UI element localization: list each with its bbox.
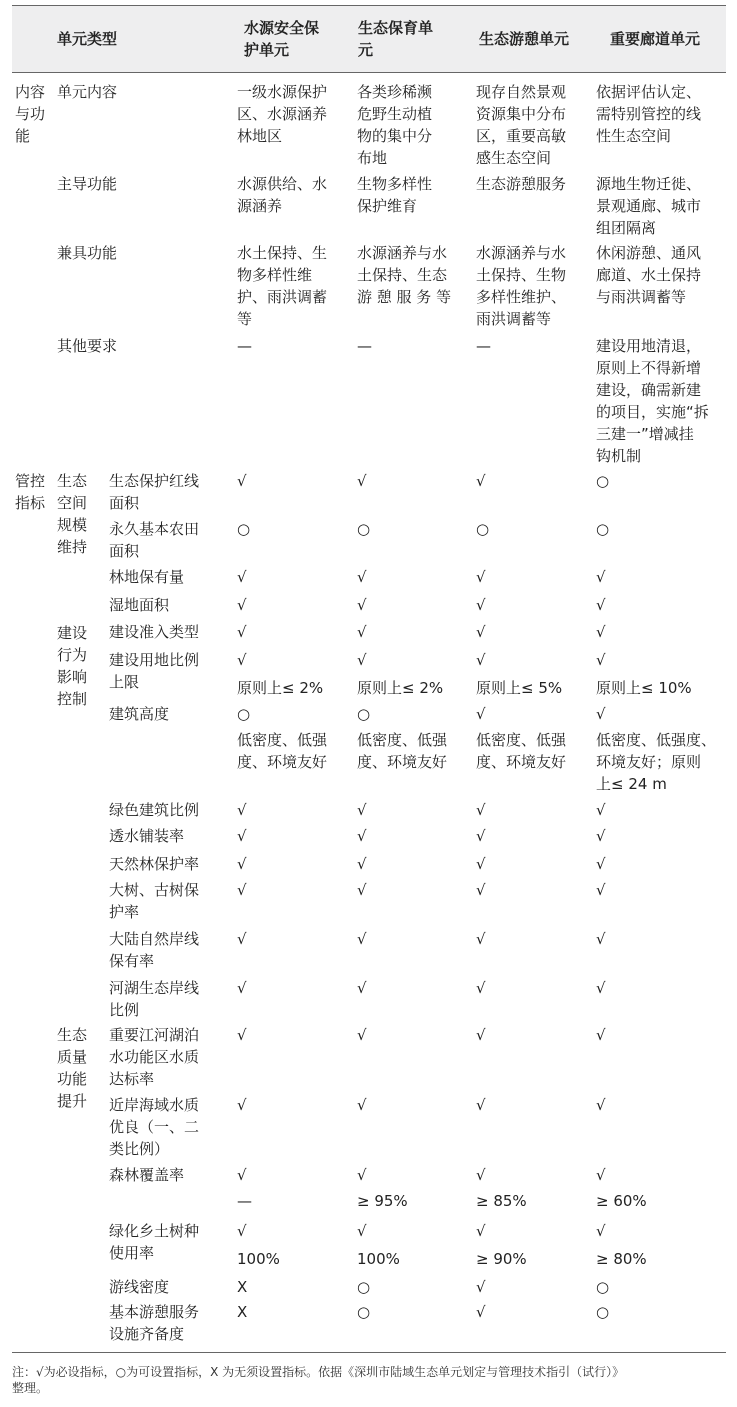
- indicator-value: 原则上≤ 10%: [596, 679, 692, 697]
- section-content-function: 内容: [15, 83, 46, 101]
- indicator-name: 生态保护红线: [109, 472, 200, 490]
- content-cell: 组团隔离: [596, 219, 657, 237]
- section-content-function: 能: [15, 127, 31, 145]
- indicator-name: 重要江河湖泊: [109, 1026, 200, 1044]
- indicator-mark: √: [596, 930, 606, 948]
- indicator-value: 度、环境友好: [357, 753, 448, 771]
- indicator-mark: √: [596, 979, 606, 997]
- indicator-mark: ○: [596, 1303, 610, 1321]
- content-cell: 护、雨洪调蓄: [237, 288, 328, 306]
- indicator-mark: √: [237, 855, 247, 873]
- indicator-mark: √: [476, 979, 486, 997]
- table-notes: [12, 1352, 726, 1396]
- indicator-value: 100%: [237, 1250, 280, 1268]
- indicator-mark: √: [476, 1303, 486, 1321]
- indicator-value: 低密度、低强度、: [596, 731, 717, 749]
- indicator-name: 建设准入类型: [109, 623, 200, 641]
- indicator-mark: √: [596, 568, 606, 586]
- indicator-mark: √: [237, 801, 247, 819]
- indicator-name: 森林覆盖率: [109, 1166, 185, 1184]
- header-water-source-unit: 护单元: [244, 41, 290, 59]
- content-cell: 性生态空间: [596, 127, 672, 145]
- content-cell: —: [476, 337, 491, 355]
- group-ecological-quality: 质量: [57, 1048, 88, 1066]
- indicator-value: 低密度、低强: [476, 731, 567, 749]
- indicator-mark: √: [237, 1222, 247, 1240]
- content-cell: 各类珍稀濒: [357, 83, 433, 101]
- indicator-mark: √: [596, 801, 606, 819]
- indicator-value: ≥ 90%: [476, 1250, 527, 1268]
- content-cell: 源地生物迁徙、: [596, 175, 702, 193]
- indicator-mark: √: [476, 801, 486, 819]
- content-cell: 景观通廊、城市: [596, 197, 702, 215]
- content-cell: 一级水源保护: [237, 83, 328, 101]
- group-ecological-quality: 功能: [57, 1070, 88, 1088]
- content-cell: 多样性维护、: [476, 288, 567, 306]
- indicator-name: 游线密度: [109, 1278, 170, 1296]
- note-line: 注：√为必设指标，○为可设置指标，X 为无须设置指标。依据《深圳市陆域生态单元划定与管理技术指引（试行）》: [12, 1365, 625, 1379]
- content-cell: 游 憩 服 务 等: [357, 288, 452, 306]
- indicator-mark: √: [357, 1026, 367, 1044]
- content-cell: 感生态空间: [476, 149, 552, 167]
- indicator-mark: √: [357, 930, 367, 948]
- content-cell: 水源涵养与水: [476, 244, 567, 262]
- indicator-mark: ○: [596, 1278, 610, 1296]
- section-content-function: 与功: [15, 105, 46, 123]
- indicator-mark: √: [596, 705, 606, 723]
- indicator-value: ≥ 85%: [476, 1192, 527, 1210]
- indicator-mark: √: [476, 855, 486, 873]
- content-cell: 物多样性维: [237, 266, 313, 284]
- content-cell: 林地区: [237, 127, 283, 145]
- header-water-source-unit: 水源安全保: [244, 19, 320, 37]
- group-construction-control: 控制: [57, 690, 88, 708]
- indicator-mark: √: [476, 623, 486, 641]
- indicator-mark: √: [357, 855, 367, 873]
- content-cell: 现存自然景观: [476, 83, 567, 101]
- indicator-mark: √: [596, 596, 606, 614]
- indicator-mark: √: [357, 1096, 367, 1114]
- content-cell: 依据评估认定、: [596, 83, 702, 101]
- content-cell: 廊道、水土保持: [596, 266, 702, 284]
- indicator-name: 优良（一、二: [109, 1118, 200, 1136]
- indicator-mark: √: [476, 930, 486, 948]
- content-cell: 水源供给、水: [237, 175, 328, 193]
- content-cell: 土保持、生态: [357, 266, 448, 284]
- indicator-mark: √: [237, 596, 247, 614]
- indicator-mark: X: [237, 1303, 248, 1321]
- content-cell: 生态游憩服务: [476, 175, 567, 193]
- content-cell: 等: [237, 310, 253, 328]
- indicator-name: 河湖生态岸线: [109, 979, 200, 997]
- indicator-name: 水功能区水质: [109, 1048, 200, 1066]
- indicator-mark: √: [476, 705, 486, 723]
- indicator-name: 保有率: [109, 952, 155, 970]
- indicator-mark: √: [476, 827, 486, 845]
- indicator-mark: √: [357, 568, 367, 586]
- indicator-mark: X: [237, 1278, 248, 1296]
- content-cell: 保护维育: [357, 197, 418, 215]
- content-cell: 源涵养: [237, 197, 283, 215]
- indicator-mark: √: [476, 568, 486, 586]
- content-cell: 原则上不得新增: [596, 359, 702, 377]
- content-cell: 钩机制: [596, 447, 642, 465]
- indicator-mark: √: [237, 881, 247, 899]
- indicator-name: 设施齐备度: [109, 1325, 185, 1343]
- content-row-label: 兼具功能: [57, 244, 118, 262]
- indicator-mark: √: [357, 472, 367, 490]
- indicator-mark: √: [357, 1166, 367, 1184]
- indicator-mark: √: [357, 979, 367, 997]
- indicator-mark: √: [596, 827, 606, 845]
- content-row-label: 单元内容: [57, 83, 118, 101]
- content-cell: 水源涵养与水: [357, 244, 448, 262]
- indicator-name: 大陆自然岸线: [109, 930, 200, 948]
- content-cell: 资源集中分布: [476, 105, 567, 123]
- group-construction-control: 建设: [57, 624, 88, 642]
- indicator-name: 永久基本农田: [109, 520, 200, 538]
- group-ecological-quality: 提升: [57, 1092, 88, 1110]
- indicator-mark: √: [476, 881, 486, 899]
- content-cell: 建设，确需新建: [596, 381, 702, 399]
- content-cell: 区，重要高敏: [476, 127, 567, 145]
- note-line: 整理。: [12, 1381, 49, 1395]
- indicator-name: 建筑高度: [109, 705, 170, 723]
- content-cell: 建设用地清退，: [596, 337, 702, 355]
- indicator-mark: √: [357, 881, 367, 899]
- header-unit-type: 单元类型: [57, 30, 118, 48]
- indicator-mark: √: [596, 1026, 606, 1044]
- indicator-mark: ○: [237, 705, 251, 723]
- section-control-indicators: 指标: [15, 494, 46, 512]
- group-ecological-space: 生态: [57, 472, 88, 490]
- indicator-name: 类比例）: [109, 1140, 170, 1158]
- indicator-mark: √: [237, 651, 247, 669]
- group-construction-control: 影响: [57, 668, 88, 686]
- indicator-name: 比例: [109, 1001, 140, 1019]
- content-cell: 危野生动植: [357, 105, 433, 123]
- content-cell: 雨洪调蓄等: [476, 310, 552, 328]
- indicator-name: 面积: [109, 494, 140, 512]
- content-cell: 三建一”增减挂: [596, 425, 694, 443]
- indicator-mark: √: [476, 1096, 486, 1114]
- indicator-mark: √: [596, 855, 606, 873]
- indicator-name: 林地保有量: [109, 568, 185, 586]
- indicator-value: 度、环境友好: [237, 753, 328, 771]
- indicator-value: 低密度、低强: [237, 731, 328, 749]
- content-cell: 土保持、生物: [476, 266, 567, 284]
- indicator-mark: √: [596, 651, 606, 669]
- indicator-mark: √: [476, 472, 486, 490]
- content-cell: 与雨洪调蓄等: [596, 288, 687, 306]
- indicator-name: 达标率: [109, 1070, 155, 1088]
- indicator-mark: √: [476, 596, 486, 614]
- indicator-name: 大树、古树保: [109, 881, 200, 899]
- indicator-mark: √: [237, 827, 247, 845]
- indicator-value: 100%: [357, 1250, 400, 1268]
- indicator-name: 绿色建筑比例: [109, 801, 200, 819]
- indicator-value: —: [237, 1192, 252, 1210]
- indicator-mark: √: [237, 930, 247, 948]
- indicator-mark: ○: [357, 1303, 371, 1321]
- indicator-value: 原则上≤ 5%: [476, 679, 563, 697]
- section-control-indicators: 管控: [15, 472, 46, 490]
- indicator-mark: √: [237, 568, 247, 586]
- indicator-mark: ○: [357, 1278, 371, 1296]
- header-ecological-conservation-unit: 生态保育单: [358, 19, 434, 37]
- indicator-mark: √: [476, 651, 486, 669]
- indicator-name: 护率: [109, 903, 140, 921]
- content-cell: 生物多样性: [357, 175, 433, 193]
- indicator-mark: √: [357, 827, 367, 845]
- indicator-mark: √: [237, 472, 247, 490]
- indicator-mark: √: [476, 1278, 486, 1296]
- indicator-value: 原则上≤ 2%: [357, 679, 444, 697]
- indicator-mark: √: [596, 1166, 606, 1184]
- indicator-mark: ○: [357, 705, 371, 723]
- indicator-mark: √: [596, 1096, 606, 1114]
- indicator-name: 基本游憩服务: [109, 1303, 200, 1321]
- indicator-mark: √: [357, 1222, 367, 1240]
- indicator-mark: √: [237, 979, 247, 997]
- indicator-mark: √: [476, 1222, 486, 1240]
- content-row-label: 主导功能: [57, 175, 118, 193]
- content-cell: 需特别管控的线: [596, 105, 702, 123]
- content-cell: 布地: [357, 149, 388, 167]
- indicator-mark: √: [357, 651, 367, 669]
- indicator-name: 绿化乡土树种: [109, 1222, 200, 1240]
- indicator-mark: ○: [357, 520, 371, 538]
- indicator-mark: √: [357, 801, 367, 819]
- indicator-value: 上≤ 24 m: [596, 775, 667, 793]
- content-row-label: 其他要求: [57, 337, 118, 355]
- group-ecological-space: 维持: [57, 538, 88, 556]
- indicator-mark: ○: [596, 472, 610, 490]
- indicator-name: 建设用地比例: [109, 651, 200, 669]
- indicator-mark: √: [476, 1166, 486, 1184]
- indicator-name: 面积: [109, 542, 140, 560]
- indicator-value: 度、环境友好: [476, 753, 567, 771]
- content-cell: 区、水源涵养: [237, 105, 328, 123]
- indicator-name: 使用率: [109, 1244, 155, 1262]
- indicator-mark: √: [596, 881, 606, 899]
- header-important-corridor-unit: 重要廊道单元: [610, 30, 701, 48]
- content-cell: 水土保持、生: [237, 244, 328, 262]
- indicator-mark: √: [237, 1166, 247, 1184]
- indicator-mark: √: [237, 1096, 247, 1114]
- indicator-value: ≥ 80%: [596, 1250, 647, 1268]
- indicator-mark: ○: [596, 520, 610, 538]
- indicator-value: ≥ 95%: [357, 1192, 408, 1210]
- content-cell: 的项目，实施“拆: [596, 403, 709, 421]
- indicator-value: 低密度、低强: [357, 731, 448, 749]
- content-cell: 休闲游憩、通风: [596, 244, 702, 262]
- group-ecological-quality: 生态: [57, 1026, 88, 1044]
- indicator-name: 上限: [109, 673, 140, 691]
- indicator-name: 天然林保护率: [109, 855, 200, 873]
- indicator-name: 湿地面积: [109, 596, 170, 614]
- indicator-value: ≥ 60%: [596, 1192, 647, 1210]
- content-cell: —: [237, 337, 252, 355]
- header-ecological-recreation-unit: 生态游憩单元: [479, 30, 570, 48]
- group-construction-control: 行为: [57, 646, 88, 664]
- indicator-mark: √: [596, 1222, 606, 1240]
- content-cell: 物的集中分: [357, 127, 433, 145]
- group-ecological-space: 空间: [57, 494, 88, 512]
- indicator-mark: √: [596, 623, 606, 641]
- indicator-mark: ○: [476, 520, 490, 538]
- header-ecological-conservation-unit: 元: [358, 41, 374, 59]
- indicator-mark: √: [237, 1026, 247, 1044]
- indicator-name: 透水铺装率: [109, 827, 185, 845]
- indicator-mark: √: [357, 596, 367, 614]
- indicator-name: 近岸海域水质: [109, 1096, 200, 1114]
- indicator-value: 环境友好；原则: [596, 753, 702, 771]
- content-cell: —: [357, 337, 372, 355]
- group-ecological-space: 规模: [57, 516, 88, 534]
- indicator-mark: √: [237, 623, 247, 641]
- indicator-mark: ○: [237, 520, 251, 538]
- indicator-mark: √: [357, 623, 367, 641]
- indicator-value: 原则上≤ 2%: [237, 679, 324, 697]
- indicator-mark: √: [476, 1026, 486, 1044]
